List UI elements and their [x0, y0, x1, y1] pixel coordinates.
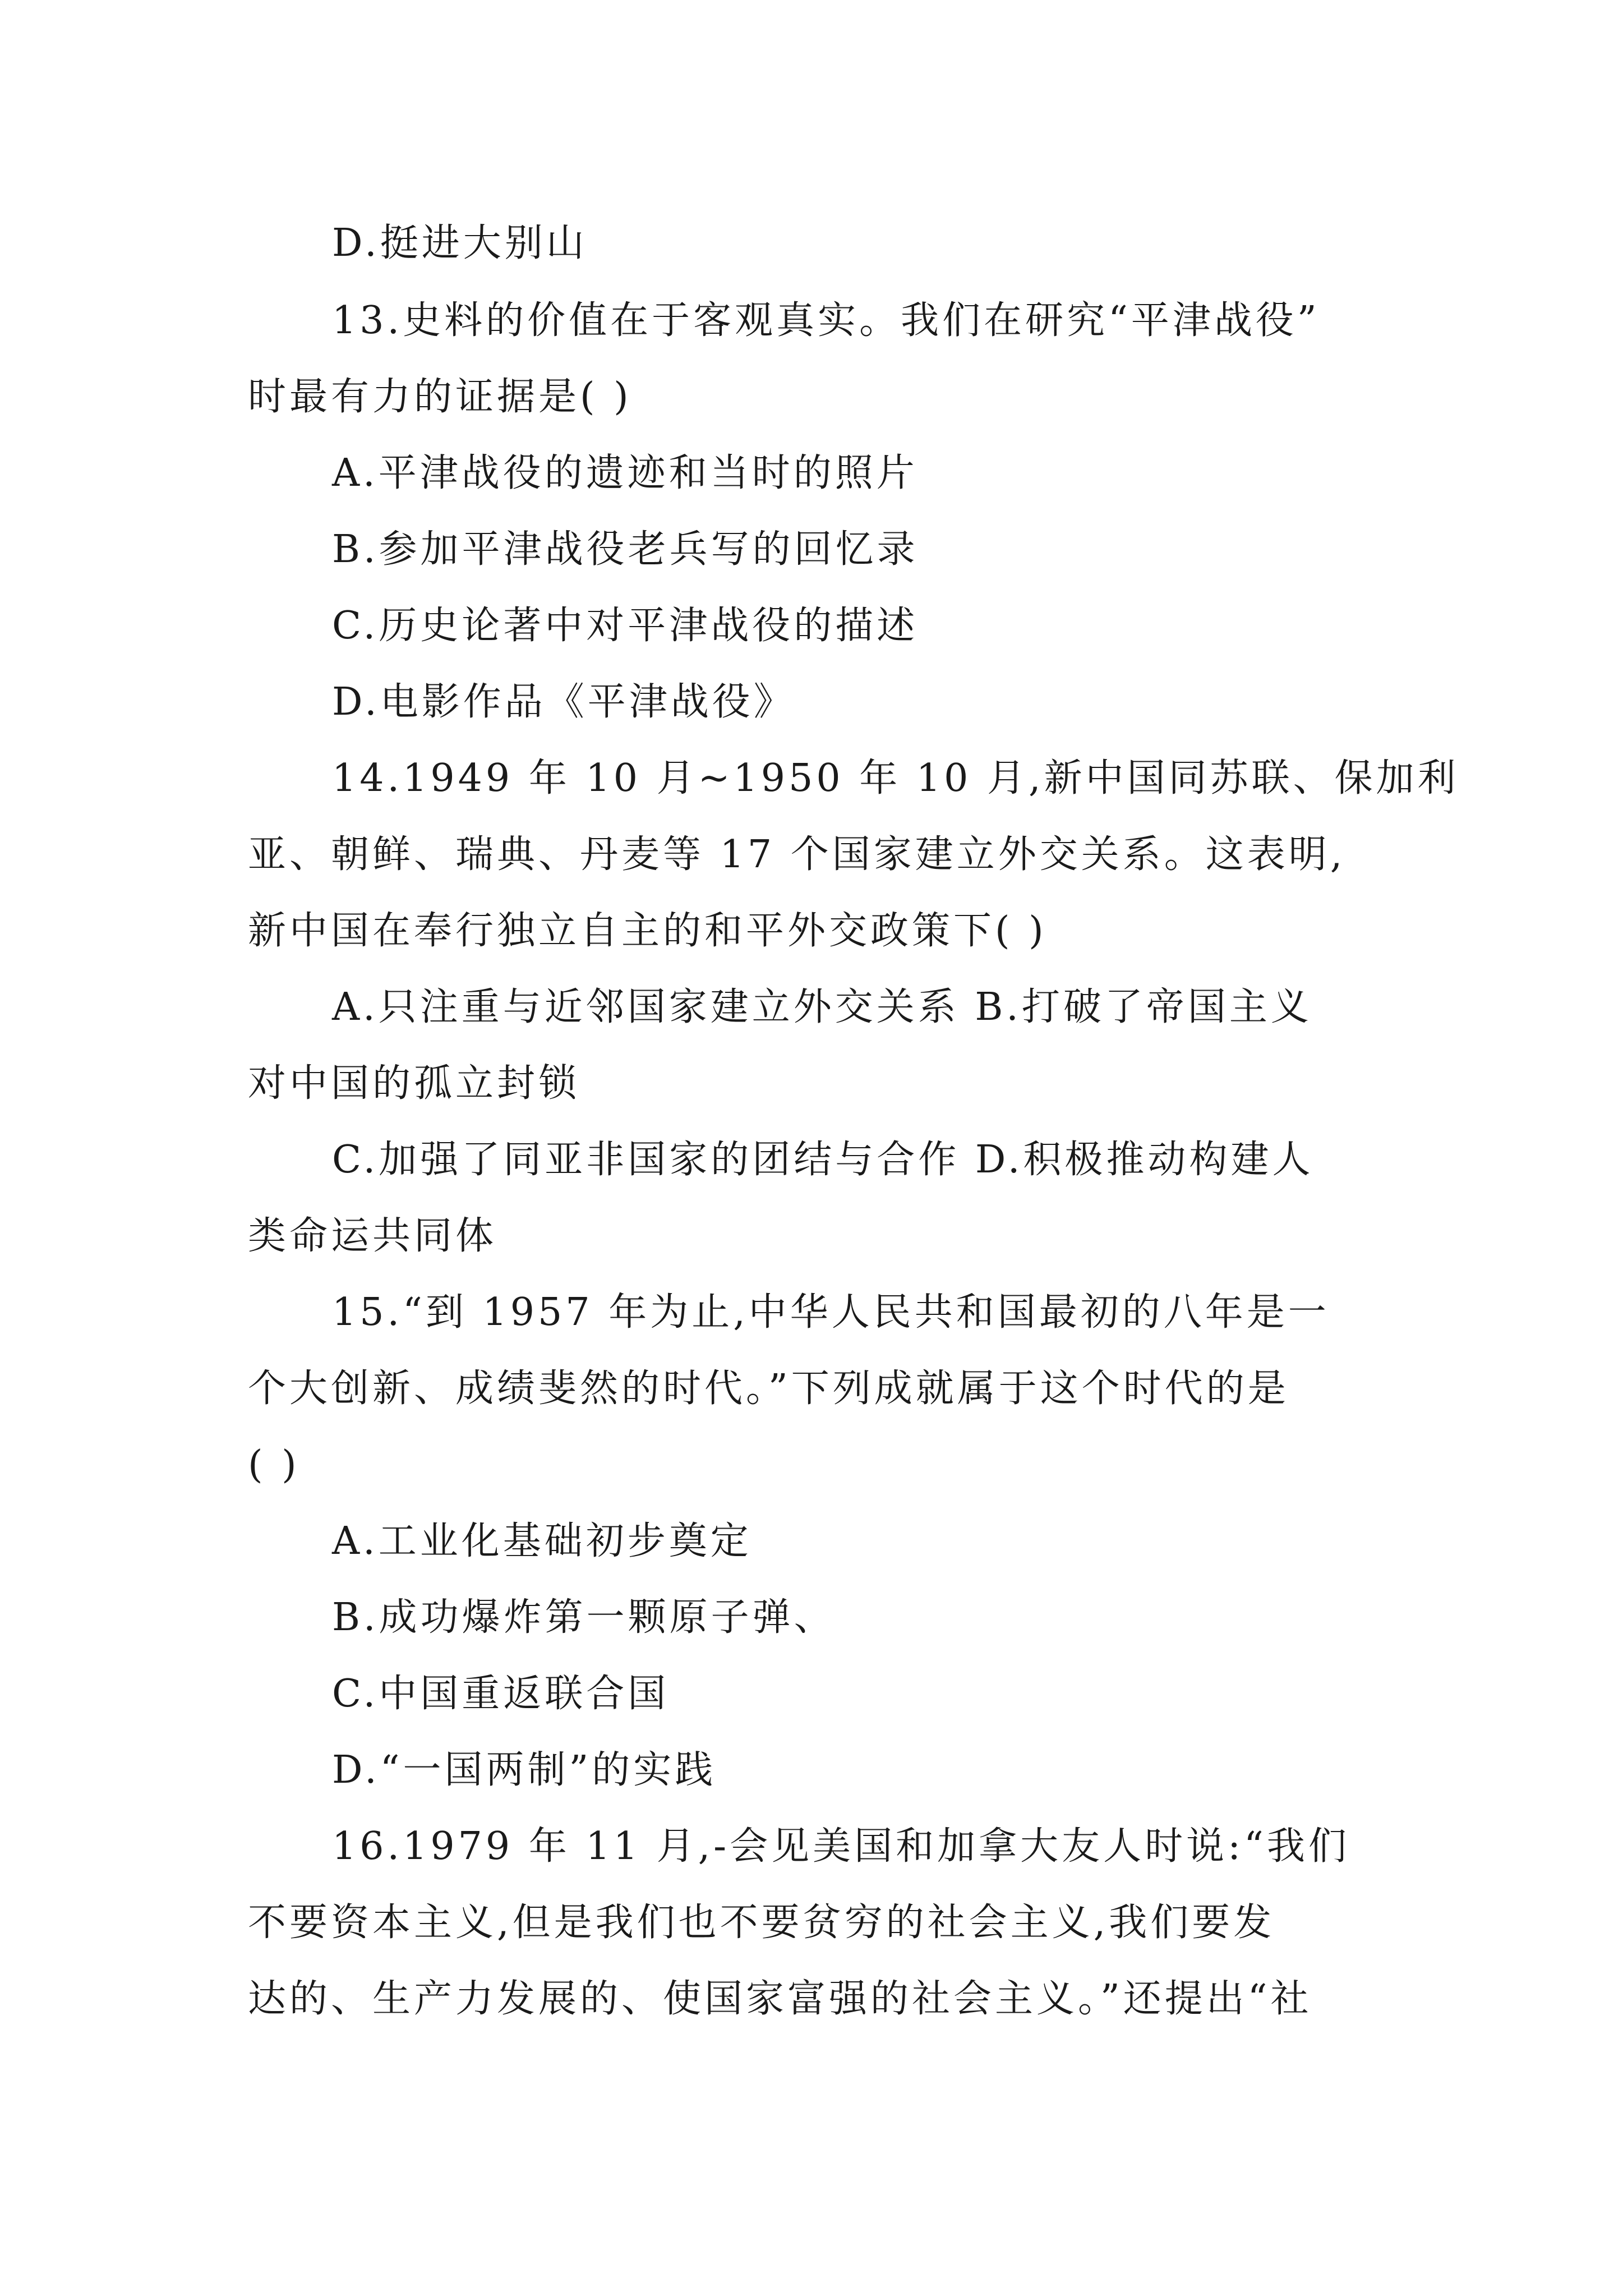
q13-option-b: B.参加平津战役老兵写的回忆录: [332, 527, 919, 572]
q13-option-a: A.平津战役的遗迹和当时的照片: [332, 451, 918, 495]
q14-options-cd: C.加强了同亚非国家的团结与合作 D.积极推动构建人: [332, 1138, 1314, 1182]
q15-option-b: B.成功爆炸第一颗原子弹、: [332, 1595, 836, 1640]
q13-stem-line-1: 13.史料的价值在于客观真实。我们在研究“平津战役”: [332, 298, 1320, 343]
q13-stem-line-2: 时最有力的证据是( ): [248, 375, 632, 419]
q15-stem-line-3: ( ): [248, 1443, 300, 1487]
q16-stem-line-2: 不要资本主义,但是我们也不要贫穷的社会主义,我们要发: [248, 1901, 1275, 1945]
q15-stem-line-1: 15.“到 1957 年为止,中华人民共和国最初的八年是一: [332, 1290, 1330, 1335]
q16-stem-line-1: 16.1979 年 11 月,-会见美国和加拿大友人时说:“我们: [332, 1824, 1350, 1869]
q14-stem-line-1: 14.1949 年 10 月~1950 年 10 月,新中国同苏联、保加利: [332, 756, 1459, 800]
q12-option-d: D.挺进大别山: [332, 221, 588, 265]
q14-options-ab-cont: 对中国的孤立封锁: [248, 1061, 580, 1106]
q14-stem-line-2: 亚、朝鲜、瑞典、丹麦等 17 个国家建立外交关系。这表明,: [248, 832, 1346, 877]
q16-stem-line-3: 达的、生产力发展的、使国家富强的社会主义。”还提出“社: [248, 1977, 1312, 2021]
q14-options-cd-cont: 类命运共同体: [248, 1214, 497, 1258]
q14-options-ab: A.只注重与近邻国家建立外交关系 B.打破了帝国主义: [332, 985, 1312, 1029]
q14-stem-line-3: 新中国在奉行独立自主的和平外交政策下( ): [248, 909, 1047, 953]
q15-option-d: D.“一国两制”的实践: [332, 1748, 717, 1792]
q15-stem-line-2: 个大创新、成绩斐然的时代。”下列成就属于这个时代的是: [248, 1366, 1289, 1411]
q13-option-d: D.电影作品《平津战役》: [332, 680, 795, 724]
q13-option-c: C.历史论著中对平津战役的描述: [332, 604, 919, 648]
q15-option-c: C.中国重返联合国: [332, 1672, 670, 1716]
q15-option-a: A.工业化基础初步奠定: [332, 1519, 752, 1563]
